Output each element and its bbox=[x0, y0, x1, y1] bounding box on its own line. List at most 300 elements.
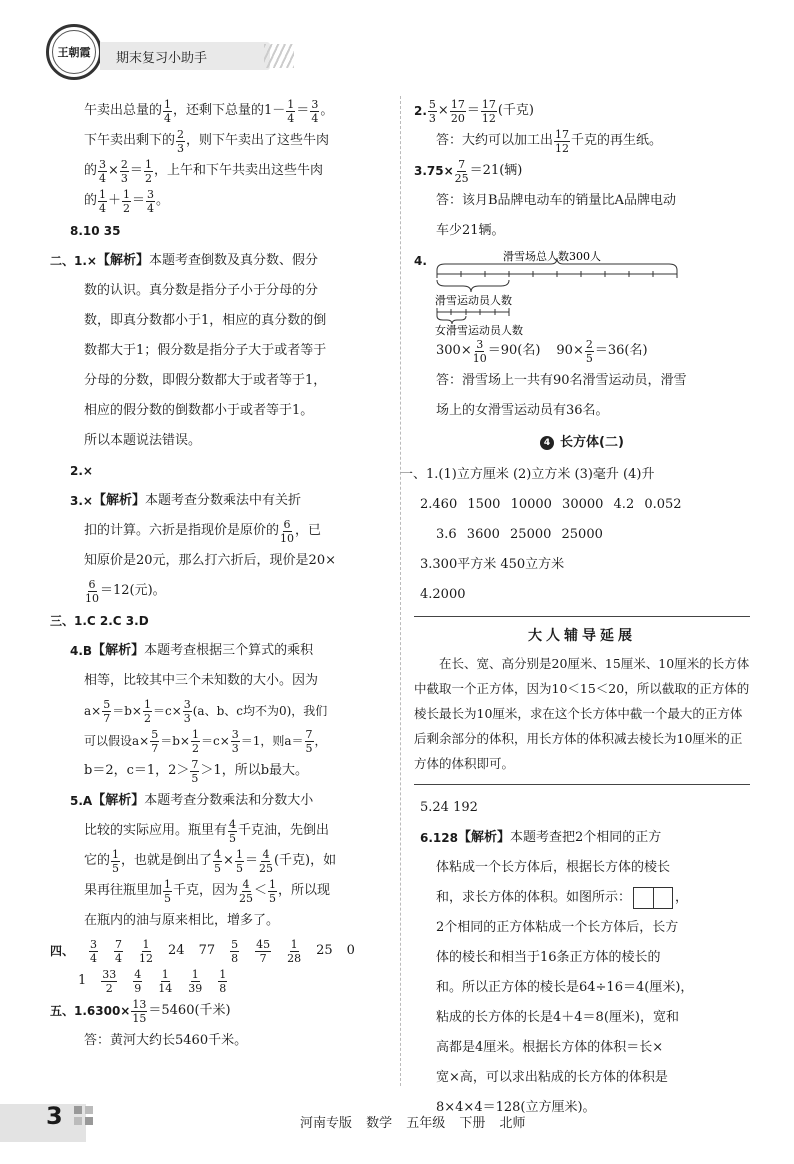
answer-line bbox=[84, 816, 386, 846]
numerator: 17 bbox=[555, 127, 570, 141]
diagram-label-total: 滑雪场总人数300人 bbox=[502, 250, 601, 263]
denominator: 5 bbox=[269, 891, 277, 905]
answer-line: 数都大于1；假分数是指分子大于或者等于 bbox=[84, 343, 327, 358]
denominator: 14 bbox=[158, 981, 173, 995]
answer-line: 8.10 35 bbox=[70, 224, 121, 238]
text: b＝2，c＝1，2＞ bbox=[84, 763, 190, 778]
question-number: 6.128 bbox=[420, 831, 458, 845]
question-number: 四、 bbox=[50, 944, 75, 958]
numerator: 1 bbox=[164, 97, 172, 111]
text: 它的 bbox=[84, 853, 111, 868]
fraction bbox=[114, 938, 123, 965]
text: ＝ bbox=[244, 853, 258, 868]
question-number: 2. bbox=[414, 104, 427, 118]
answer-line: 答：黄河大约长5460千米。 bbox=[84, 1033, 248, 1048]
answer-line: 车少21辆。 bbox=[436, 223, 505, 238]
denominator: 8 bbox=[219, 981, 227, 995]
section-title bbox=[414, 426, 750, 460]
fraction bbox=[139, 938, 153, 965]
denominator: 7 bbox=[151, 741, 159, 755]
answer-line bbox=[84, 516, 386, 546]
fraction bbox=[120, 158, 129, 185]
text: ＋ bbox=[108, 193, 122, 208]
fraction bbox=[310, 98, 319, 125]
numerator: 17 bbox=[450, 97, 465, 111]
fraction bbox=[133, 968, 142, 995]
text: 本题考查根据三个算式的乘积 bbox=[144, 643, 314, 658]
answer-line bbox=[414, 246, 750, 336]
answer-line: 相应的假分数的倒数都小于或者等于1。 bbox=[84, 403, 314, 418]
diagram-label-female: 女滑雪运动员人数 bbox=[434, 324, 523, 336]
numerator: 5 bbox=[151, 727, 159, 741]
answer-line: 所以本题说法错误。 bbox=[84, 433, 202, 448]
numerator: 3 bbox=[147, 187, 155, 201]
numerator: 1 bbox=[191, 967, 199, 981]
fraction bbox=[102, 698, 111, 725]
denominator: 2 bbox=[144, 171, 152, 185]
diagram-label-athletes: 滑雪运动员人数 bbox=[434, 294, 512, 307]
text: ＝36(名) bbox=[594, 343, 648, 358]
answer-line: 一、1.(1)立方厘米 (2)立方米 (3)毫升 (4)升 bbox=[400, 467, 655, 482]
answer-line: 答：该月B品牌电动车的销量比A品牌电动 bbox=[436, 193, 676, 208]
denominator: 2 bbox=[191, 741, 199, 755]
text: ＝b× bbox=[112, 704, 142, 718]
brace bbox=[437, 258, 677, 270]
parent-guidance-title bbox=[414, 621, 750, 651]
question-number: 3.75× bbox=[414, 164, 454, 178]
answer-line bbox=[436, 336, 750, 366]
numerator: 4 bbox=[134, 967, 142, 981]
fraction bbox=[98, 188, 107, 215]
fraction bbox=[455, 158, 469, 185]
fraction bbox=[163, 878, 172, 905]
denominator: 3 bbox=[177, 141, 185, 155]
text: 300× bbox=[436, 343, 472, 358]
fraction bbox=[98, 158, 107, 185]
text: 本题考查把2个相同的正方 bbox=[509, 830, 662, 845]
answer-line bbox=[84, 846, 386, 876]
numerator: 1 bbox=[161, 967, 169, 981]
text: ，则下午卖出了这些牛肉 bbox=[186, 133, 330, 148]
fraction bbox=[150, 728, 159, 755]
fraction bbox=[188, 968, 202, 995]
denominator: 3 bbox=[183, 711, 191, 725]
denominator: 4 bbox=[115, 951, 123, 965]
denominator: 2 bbox=[105, 981, 113, 995]
brand-logo bbox=[46, 24, 102, 80]
numerator: 6 bbox=[88, 577, 96, 591]
female-brace bbox=[437, 316, 466, 324]
numerator: 1 bbox=[144, 157, 152, 171]
numerator: 2 bbox=[120, 157, 128, 171]
denominator: 10 bbox=[280, 531, 295, 545]
denominator: 5 bbox=[305, 741, 313, 755]
text: × bbox=[437, 103, 449, 118]
fraction bbox=[305, 728, 314, 755]
denominator: 12 bbox=[555, 141, 570, 155]
answer-line bbox=[50, 246, 386, 276]
fraction bbox=[450, 98, 466, 125]
numerator: 17 bbox=[481, 97, 496, 111]
answer-line bbox=[84, 96, 386, 126]
answer-value: 25 bbox=[316, 943, 333, 958]
fraction bbox=[286, 98, 295, 125]
text: 本题考查分数乘法中有关折 bbox=[144, 493, 301, 508]
denominator: 12 bbox=[139, 951, 154, 965]
text: ，也就是倒出了 bbox=[121, 853, 213, 868]
text: ＝21(辆) bbox=[469, 163, 523, 178]
left-column bbox=[50, 96, 386, 1056]
answer-line bbox=[84, 696, 386, 726]
text: 。 bbox=[156, 193, 170, 208]
column-divider bbox=[400, 96, 401, 1086]
denominator: 5 bbox=[235, 861, 243, 875]
question-number: 5.A bbox=[70, 794, 93, 808]
numerator: 3 bbox=[90, 937, 98, 951]
numerator: 3 bbox=[476, 337, 484, 351]
denominator: 5 bbox=[214, 861, 222, 875]
fraction bbox=[183, 698, 192, 725]
text: 千克油，先倒出 bbox=[238, 823, 330, 838]
text: 扣的计算。六折是指现价是原价的 bbox=[84, 523, 280, 538]
answer-line bbox=[420, 823, 750, 853]
athlete-brace bbox=[437, 280, 509, 292]
denominator: 12 bbox=[481, 111, 496, 125]
answer-line: 数的认识。真分数是指分子小于分母的分 bbox=[84, 283, 319, 298]
fraction bbox=[230, 938, 239, 965]
answer-line bbox=[50, 936, 386, 966]
fraction bbox=[190, 758, 199, 785]
numerator: 4 bbox=[242, 877, 250, 891]
analysis-tag: 【解析】 bbox=[92, 643, 145, 658]
fraction bbox=[111, 848, 120, 875]
answer-line: 知原价是20元，那么打六折后，现价是20× bbox=[84, 553, 336, 568]
denominator: 4 bbox=[164, 111, 172, 125]
answer-line bbox=[84, 126, 386, 156]
fraction bbox=[89, 938, 98, 965]
fraction bbox=[158, 968, 172, 995]
text: 。 bbox=[320, 103, 334, 118]
answer-line: 粘成的长方体的长是4＋4＝8(厘米)，宽和 bbox=[436, 1010, 679, 1025]
answer-line: 2.460 1500 10000 30000 4.2 0.052 bbox=[420, 497, 682, 512]
denominator: 5 bbox=[229, 831, 237, 845]
denominator: 8 bbox=[231, 951, 239, 965]
text: ，还剩下总量的1－ bbox=[173, 103, 286, 118]
section-number-badge: 4 bbox=[540, 436, 554, 450]
page-footer bbox=[0, 1086, 794, 1136]
answer-line bbox=[84, 186, 386, 216]
answer-line: 体的棱长和相当于16条正方体的棱长的 bbox=[436, 950, 661, 965]
text: 和，求长方体的体积。如图所示： bbox=[436, 890, 632, 905]
denominator: 3 bbox=[120, 171, 128, 185]
answer-line: 场上的女滑雪运动员有36名。 bbox=[436, 403, 609, 418]
text: × bbox=[108, 163, 119, 178]
denominator: 10 bbox=[472, 351, 487, 365]
fraction bbox=[481, 98, 497, 125]
fraction bbox=[143, 698, 152, 725]
answer-line bbox=[414, 156, 750, 186]
answer-line bbox=[436, 126, 750, 156]
section-title-text: 长方体(二) bbox=[560, 435, 624, 450]
text: 的 bbox=[84, 163, 98, 178]
answer-line: 3.300平方米 450立方米 bbox=[420, 557, 565, 572]
page-header bbox=[28, 22, 768, 82]
right-column bbox=[400, 96, 750, 1123]
text: 果再往瓶里加 bbox=[84, 883, 163, 898]
answer-line: 4.2000 bbox=[420, 587, 466, 602]
numerator: 1 bbox=[143, 697, 151, 711]
answer-line: 相等，比较其中三个未知数的大小。因为 bbox=[84, 673, 319, 688]
denominator: 2 bbox=[143, 711, 151, 725]
question-number: 3.× bbox=[70, 494, 93, 508]
line-segment-diagram bbox=[433, 246, 683, 336]
numerator: 5 bbox=[103, 697, 111, 711]
header-title: 期末复习小助手 bbox=[116, 50, 208, 66]
fraction bbox=[146, 188, 155, 215]
answer-line: 体粘成一个长方体后，根据长方体的棱长 bbox=[436, 860, 671, 875]
numerator: 7 bbox=[115, 937, 123, 951]
answer-line bbox=[84, 756, 386, 786]
answer-line bbox=[50, 996, 386, 1026]
text: ＝1，则a＝ bbox=[240, 734, 304, 748]
fraction bbox=[268, 878, 277, 905]
denominator: 3 bbox=[428, 111, 436, 125]
denominator: 2 bbox=[123, 201, 131, 215]
denominator: 39 bbox=[188, 981, 203, 995]
numerator: 1 bbox=[290, 937, 298, 951]
fraction bbox=[163, 98, 172, 125]
analysis-tag: 【解析】 bbox=[457, 830, 510, 845]
question-number: 4.B bbox=[70, 644, 93, 658]
numerator: 7 bbox=[191, 757, 199, 771]
text: ＝ bbox=[296, 103, 310, 118]
text: ， bbox=[314, 734, 327, 748]
fraction bbox=[255, 938, 271, 965]
text: 千克的再生纸。 bbox=[571, 133, 663, 148]
denominator: 5 bbox=[585, 351, 593, 365]
answer-line: 答：滑雪场上一共有90名滑雪运动员，滑雪 bbox=[436, 373, 687, 388]
text: 千克，因为 bbox=[173, 883, 239, 898]
numerator: 1 bbox=[287, 97, 295, 111]
text: 答：大约可以加工出 bbox=[436, 133, 554, 148]
numerator: 1 bbox=[112, 847, 120, 861]
fraction bbox=[235, 848, 244, 875]
text: ＝ bbox=[129, 163, 143, 178]
text: ＝12(元)。 bbox=[100, 583, 166, 598]
answer-line: 3.6 3600 25000 25000 bbox=[436, 527, 603, 542]
numerator: 7 bbox=[458, 157, 466, 171]
answer-line bbox=[78, 966, 386, 996]
fraction bbox=[259, 848, 273, 875]
answer-line bbox=[84, 156, 386, 186]
numerator: 4 bbox=[262, 847, 270, 861]
fraction bbox=[144, 158, 153, 185]
numerator: 4 bbox=[229, 817, 237, 831]
answer-line bbox=[84, 876, 386, 906]
fraction bbox=[287, 938, 301, 965]
denominator: 25 bbox=[454, 171, 469, 185]
denominator: 10 bbox=[85, 591, 99, 605]
question-number: 4. bbox=[414, 254, 427, 268]
answer-line bbox=[84, 576, 386, 606]
denominator: 15 bbox=[132, 1011, 147, 1025]
numerator: 3 bbox=[99, 157, 107, 171]
text: ，上午和下午共卖出这些牛肉 bbox=[153, 163, 323, 178]
denominator: 5 bbox=[191, 771, 199, 785]
text: 比较的实际应用。瓶里有 bbox=[84, 823, 228, 838]
fraction bbox=[218, 968, 227, 995]
denominator: 9 bbox=[134, 981, 142, 995]
brand-logo-text: 王朝霞 bbox=[52, 30, 96, 74]
answer-line: 宽×高，可以求出粘成的长方体的体积是 bbox=[436, 1070, 668, 1085]
numerator: 4 bbox=[214, 847, 222, 861]
footer-meta: 河南专版 数学 五年级 下册 北师 bbox=[300, 1116, 526, 1131]
answer-line: 和。所以正方体的棱长是64÷16＝4(厘米)， bbox=[436, 980, 694, 995]
answer-line: 在瓶内的油与原来相比，增多了。 bbox=[84, 913, 280, 928]
text: 本题考查倒数及真分数、假分 bbox=[148, 253, 318, 268]
numerator: 3 bbox=[183, 697, 191, 711]
denominator: 5 bbox=[164, 891, 172, 905]
text: ＝ bbox=[132, 193, 146, 208]
header-hatch-decoration bbox=[264, 44, 294, 68]
answer-line bbox=[70, 486, 386, 516]
text: ，所以现 bbox=[278, 883, 331, 898]
numerator: 33 bbox=[102, 967, 117, 981]
parent-guidance-box bbox=[414, 616, 750, 785]
analysis-tag: 【解析】 bbox=[92, 793, 145, 808]
fraction bbox=[554, 128, 570, 155]
numerator: 2 bbox=[585, 337, 593, 351]
fraction bbox=[101, 968, 117, 995]
text: (千克)，如 bbox=[273, 853, 337, 868]
numerator: 45 bbox=[256, 937, 271, 951]
numerator: 3 bbox=[231, 727, 239, 741]
denominator: 25 bbox=[258, 861, 273, 875]
decorative-squares bbox=[74, 1106, 102, 1128]
fraction bbox=[191, 728, 200, 755]
fraction bbox=[280, 518, 294, 545]
answer-line: 分母的分数，即假分数都大于或者等于1， bbox=[84, 373, 327, 388]
denominator: 4 bbox=[287, 111, 295, 125]
text: ＝90(名) bbox=[487, 343, 541, 358]
text: 可以假设a× bbox=[84, 734, 150, 748]
text: 90× bbox=[556, 343, 584, 358]
answer-line bbox=[414, 96, 750, 126]
answer-value: 24 bbox=[168, 943, 185, 958]
fraction bbox=[231, 728, 240, 755]
text: × bbox=[223, 853, 234, 868]
denominator: 4 bbox=[311, 111, 319, 125]
answer-value: 1 bbox=[78, 973, 87, 988]
numerator: 7 bbox=[305, 727, 313, 741]
answer-value: 77 bbox=[198, 943, 216, 958]
denominator: 4 bbox=[90, 951, 98, 965]
text: a× bbox=[84, 704, 102, 718]
answer-line: 高都是4厘米。根据长方体的体积＝长× bbox=[436, 1040, 664, 1055]
parent-guidance-text: 在长、宽、高分别是20厘米、15厘米、10厘米的长方体中截取一个正方体，因为10＜15＜20，所以截取的正方体的棱长最长为10厘米，求在这个长方体中截一个最大的正方体后剩余部分的体积，用长方体的体积减去棱长为10厘米的正方体的体积即可。 bbox=[414, 656, 750, 771]
denominator: 28 bbox=[287, 951, 302, 965]
denominator: 20 bbox=[450, 111, 465, 125]
numerator: 1 bbox=[164, 877, 172, 891]
fraction bbox=[239, 878, 253, 905]
text: (千克) bbox=[497, 103, 534, 118]
analysis-tag: 【解析】 bbox=[92, 493, 145, 508]
page-number: 3 bbox=[46, 1102, 63, 1130]
text: 本题考查分数乘法和分数大小 bbox=[144, 793, 314, 808]
numerator: 13 bbox=[132, 997, 147, 1011]
answer-line: 2.× bbox=[70, 464, 93, 478]
denominator: 7 bbox=[103, 711, 111, 725]
fraction bbox=[473, 338, 487, 365]
two-cubes-figure bbox=[633, 887, 673, 909]
denominator: 5 bbox=[112, 861, 120, 875]
parent-guidance-title-text: 大人辅导延展 bbox=[520, 621, 644, 651]
header-tag bbox=[100, 42, 270, 70]
fraction bbox=[176, 128, 185, 155]
denominator: 4 bbox=[99, 201, 107, 215]
text: ，已 bbox=[295, 523, 322, 538]
denominator: 25 bbox=[239, 891, 254, 905]
text: ＝b× bbox=[160, 734, 190, 748]
text: (a、b、c均不为0)，我们 bbox=[192, 704, 328, 718]
numerator: 3 bbox=[311, 97, 319, 111]
text: ， bbox=[675, 890, 689, 905]
answer-line: 8×4×4＝128(立方厘米)。 bbox=[436, 1100, 596, 1115]
text: ＞1，所以b最大。 bbox=[200, 763, 309, 778]
numerator: 1 bbox=[99, 187, 107, 201]
numerator: 1 bbox=[219, 967, 227, 981]
numerator: 1 bbox=[269, 877, 277, 891]
question-number: 二、1.× bbox=[50, 254, 97, 268]
answer-line: 三、1.C 2.C 3.D bbox=[50, 614, 149, 628]
fraction bbox=[85, 578, 99, 605]
analysis-tag: 【解析】 bbox=[96, 253, 149, 268]
answer-line bbox=[70, 636, 386, 666]
numerator: 2 bbox=[177, 127, 185, 141]
text: ＝c× bbox=[200, 734, 230, 748]
text: ＝ bbox=[466, 103, 480, 118]
denominator: 3 bbox=[231, 741, 239, 755]
denominator: 7 bbox=[259, 951, 267, 965]
numerator: 1 bbox=[191, 727, 199, 741]
text: 的 bbox=[84, 193, 98, 208]
answer-line: 5.24 192 bbox=[420, 800, 478, 815]
text: 午卖出总量的 bbox=[84, 103, 163, 118]
numerator: 5 bbox=[428, 97, 436, 111]
numerator: 1 bbox=[142, 937, 150, 951]
answer-line: 2个相同的正方体粘成一个长方体后，长方 bbox=[436, 920, 679, 935]
fraction bbox=[131, 998, 147, 1025]
numerator: 1 bbox=[123, 187, 131, 201]
fraction bbox=[213, 848, 222, 875]
denominator: 4 bbox=[99, 171, 107, 185]
answer-line bbox=[70, 786, 386, 816]
question-number: 五、1.6300× bbox=[50, 1004, 131, 1018]
answer-line bbox=[436, 883, 750, 913]
numerator: 1 bbox=[235, 847, 243, 861]
fraction bbox=[228, 818, 237, 845]
fraction bbox=[122, 188, 131, 215]
answer-value: 0 bbox=[346, 943, 355, 958]
numerator: 5 bbox=[231, 937, 239, 951]
fraction bbox=[585, 338, 594, 365]
answer-line: 数，即真分数都小于1，相应的真分数的倒 bbox=[84, 313, 327, 328]
numerator: 6 bbox=[283, 517, 291, 531]
text: ＝5460(千米) bbox=[148, 1003, 231, 1018]
text: 下午卖出剩下的 bbox=[84, 133, 176, 148]
fraction bbox=[428, 98, 437, 125]
denominator: 4 bbox=[147, 201, 155, 215]
